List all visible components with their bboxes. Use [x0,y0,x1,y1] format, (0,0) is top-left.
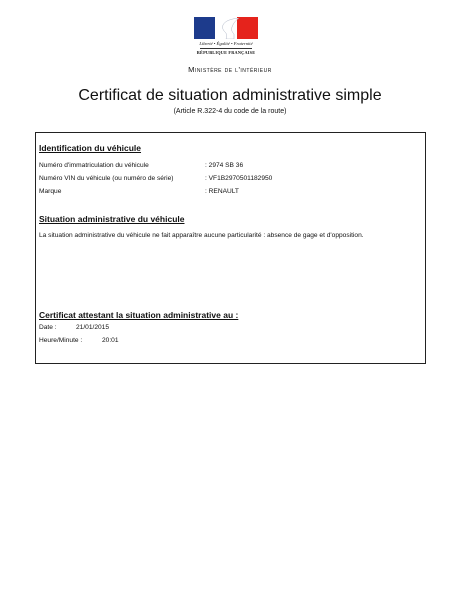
vin-number-row [39,175,273,182]
time-row [39,337,119,344]
row-label: Numéro VIN du véhicule (ou numéro de série) [39,175,174,182]
row-value: : VF1B2970501182950 [205,175,273,182]
row-value: : RENAULT [205,188,239,195]
row-label: Marque [39,188,62,195]
brand-row [39,188,239,195]
marianne-icon [217,18,241,39]
document-title: Certificat de situation administrative simple [78,87,382,104]
row-label: Numéro d'immatriculation du véhicule [39,162,149,169]
row-label: Date : [39,324,57,331]
logo-divider [200,48,252,49]
row-value: 21/01/2015 [76,324,110,331]
ministry-name: Ministère de l'intérieur [188,65,272,74]
certificate-date-heading: Certificat attestant la situation administrative au : [39,310,239,320]
republique-francaise-logo [194,17,258,59]
registration-number-row [39,162,244,169]
document-subtitle: (Article R.322-4 du code de la route) [173,108,287,115]
logo-motto: Liberté • Égalité • Fraternité [199,41,253,46]
logo-republic-name: RÉPUBLIQUE FRANÇAISE [196,50,256,55]
row-value: 20:01 [102,337,119,344]
administrative-situation-text: La situation administrative du véhicule ne fait apparaître aucune particularité : absence de gage et d'opposition. [39,232,364,239]
row-value: : 2974 SB 36 [205,162,244,169]
date-row [39,324,110,331]
tricolor-flag [194,17,258,39]
administrative-situation-heading: Situation administrative du véhicule [39,214,185,224]
certificate-frame [35,132,426,364]
vehicle-identification-heading: Identification du véhicule [39,143,142,153]
row-label: Heure/Minute : [39,337,83,344]
